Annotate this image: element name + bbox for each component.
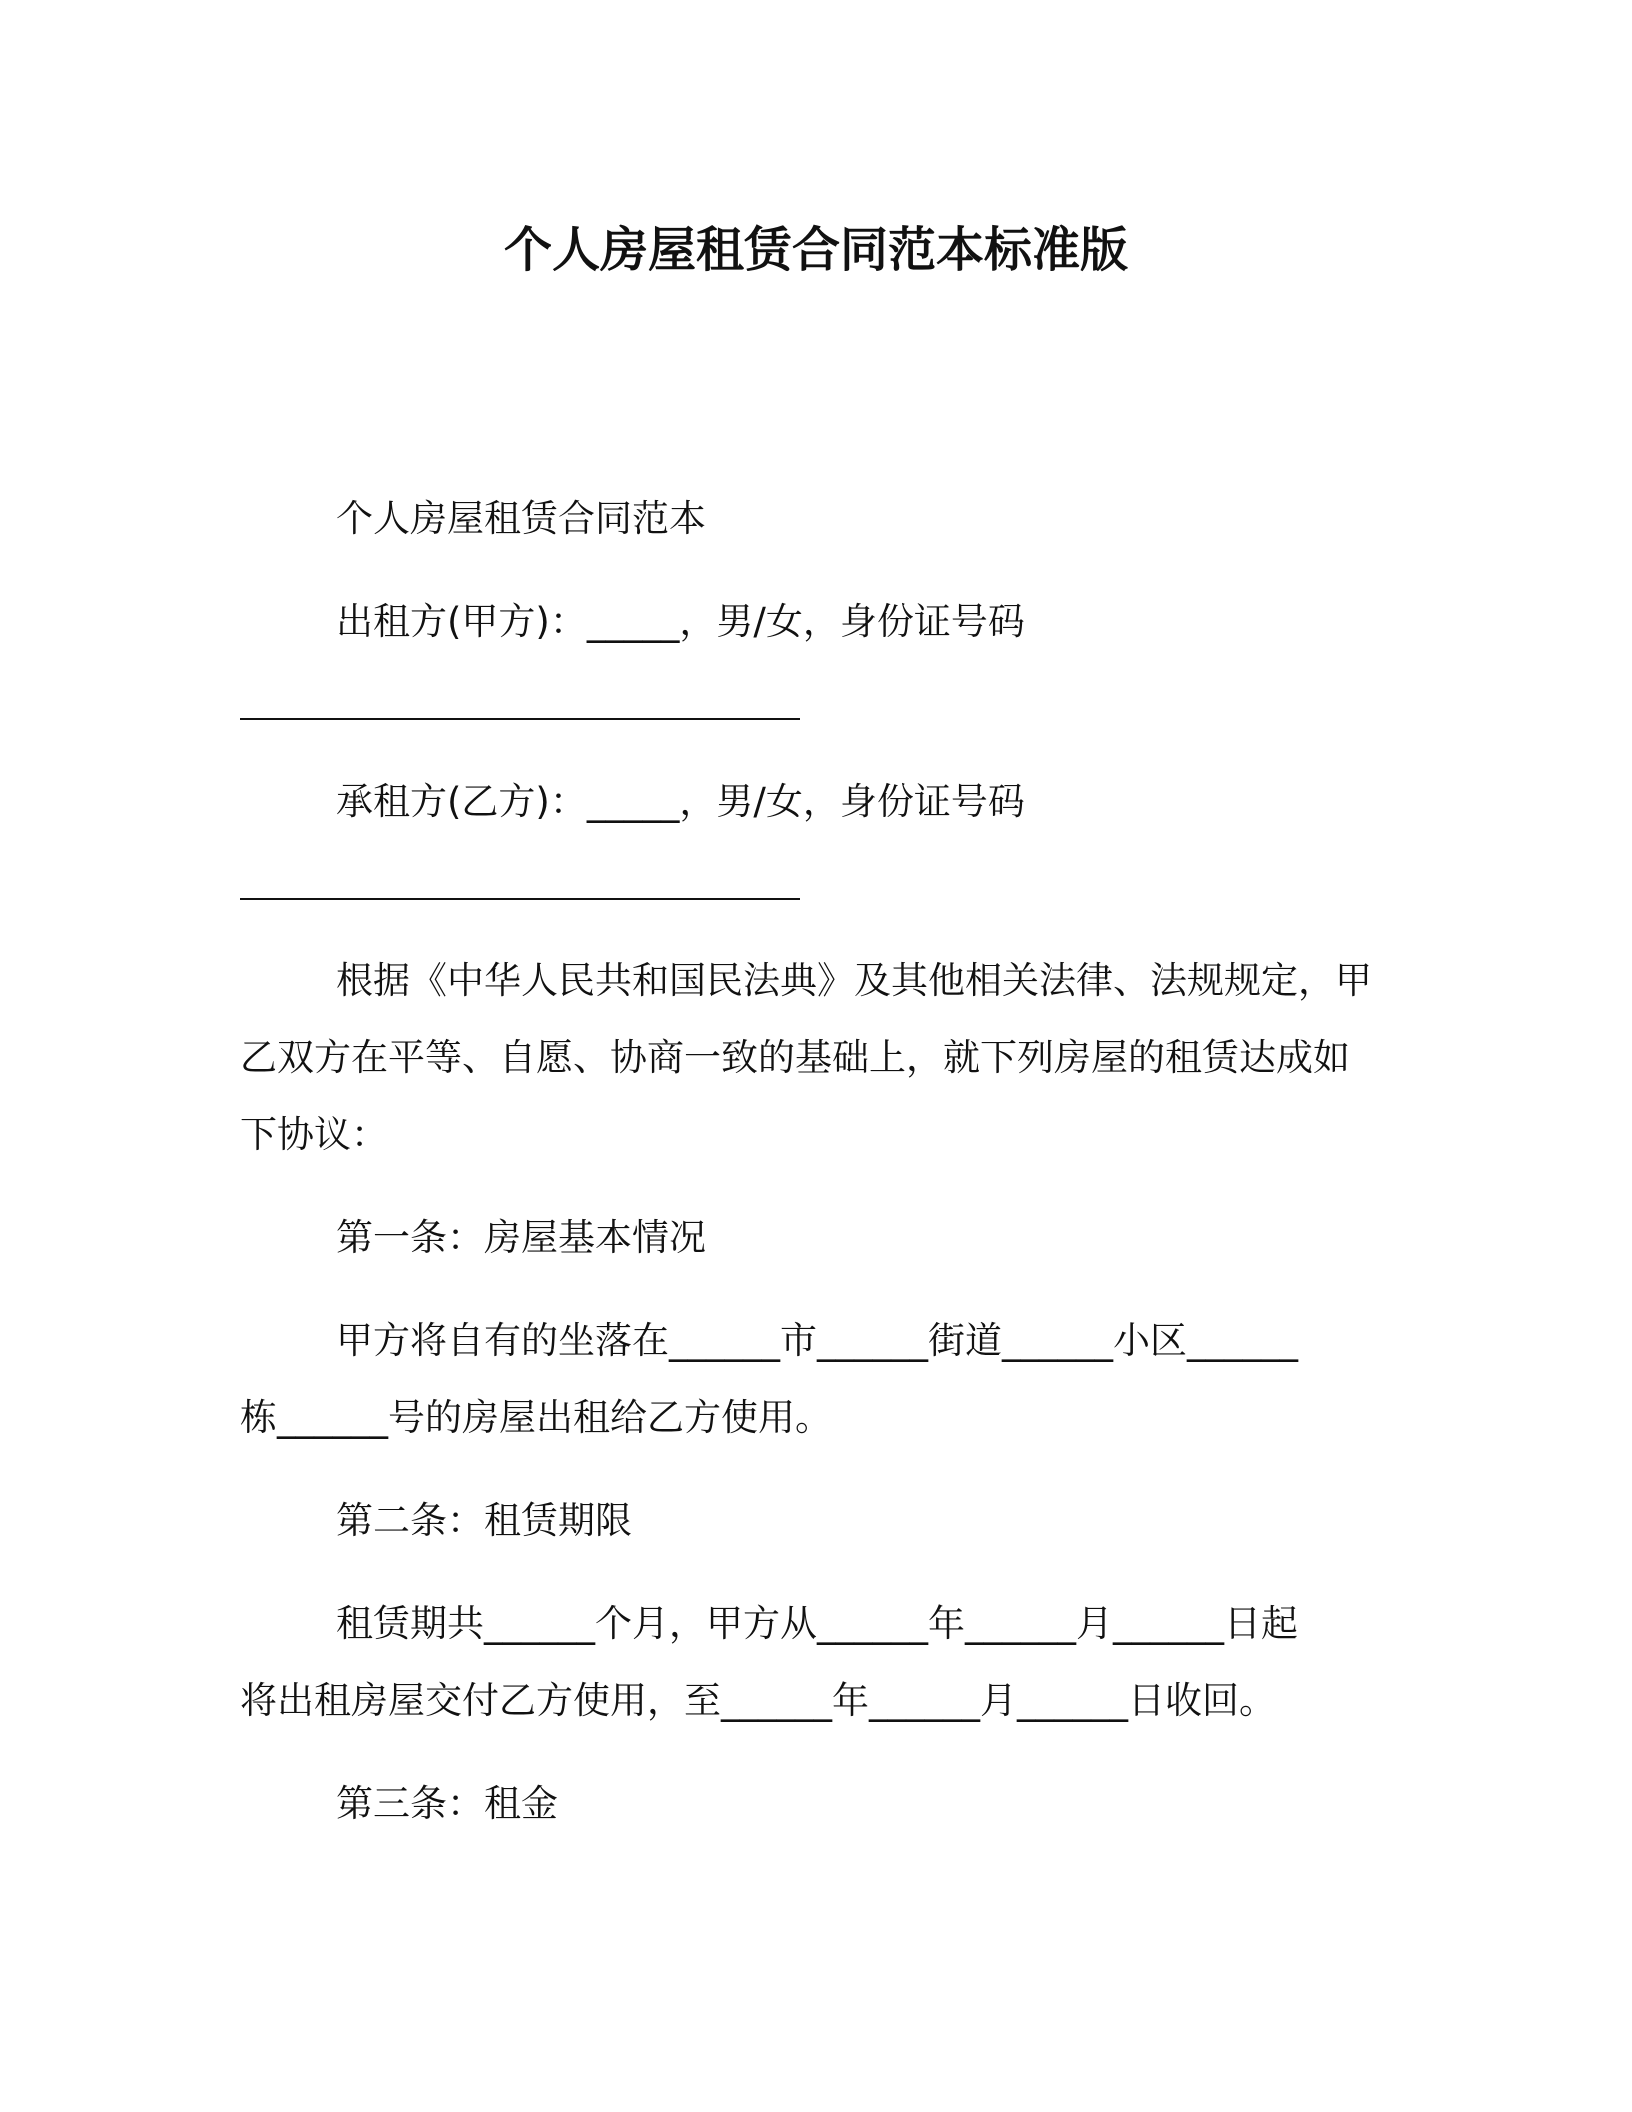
preamble-line-2: 乙双方在平等、自愿、协商一致的基础上，就下列房屋的租赁达成如	[240, 1036, 1350, 1079]
preamble-line-3: 下协议：	[240, 1113, 388, 1156]
document-subtitle: 个人房屋租赁合同范本	[336, 497, 706, 540]
preamble-line-1: 根据《中华人民共和国民法典》及其他相关法律、法规规定，甲	[336, 959, 1372, 1002]
article1-heading: 第一条：房屋基本情况	[336, 1216, 706, 1259]
article2-line-1: 租赁期共______个月，甲方从______年______月______日起	[336, 1602, 1298, 1645]
lessor-line: 出租方(甲方)：_____，男/女，身份证号码	[336, 600, 1025, 643]
lessee-id-blank	[240, 898, 800, 900]
article2-line-2: 将出租房屋交付乙方使用，至______年______月______日收回。	[240, 1679, 1276, 1722]
article3-heading: 第三条：租金	[336, 1782, 558, 1825]
lessor-id-blank	[240, 718, 800, 720]
document-title: 个人房屋租赁合同范本标准版	[503, 222, 1128, 278]
article1-line-1: 甲方将自有的坐落在______市______街道______小区______	[336, 1319, 1298, 1362]
article1-line-2: 栋______号的房屋出租给乙方使用。	[240, 1396, 832, 1439]
lessee-line: 承租方(乙方)：_____，男/女，身份证号码	[336, 780, 1025, 823]
article2-heading: 第二条：租赁期限	[336, 1499, 632, 1542]
